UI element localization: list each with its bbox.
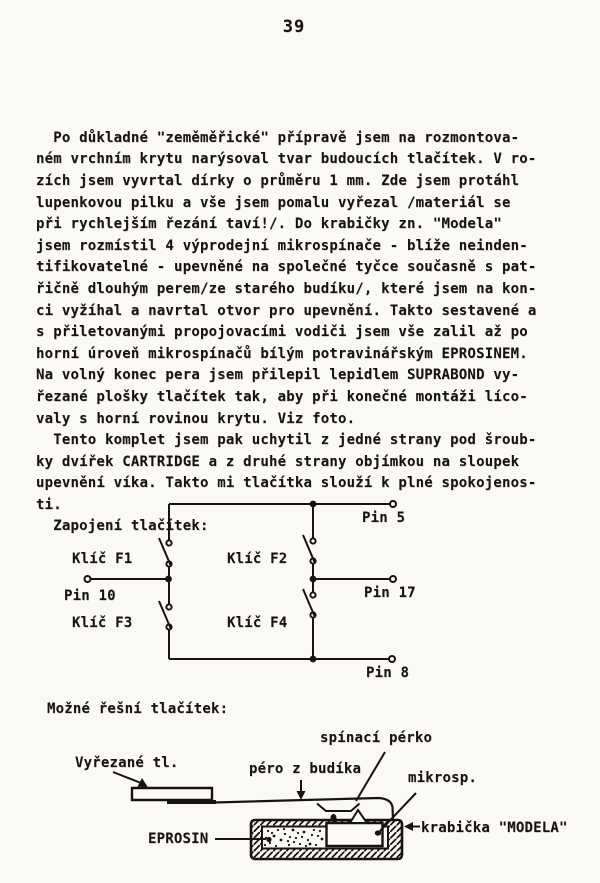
text-line: Tento komplet jsem pak uchytil z jedné strany pod šroub- — [36, 432, 537, 449]
circuit-label-klic-f2: Klíč F2 — [227, 551, 288, 567]
label-mikrosp: mikrosp. — [408, 770, 478, 786]
circuit-label-pin8: Pin 8 — [366, 665, 410, 681]
circuit-label-klic-f3: Klíč F3 — [72, 615, 133, 631]
label-eprosin: EPROSIN — [148, 831, 209, 847]
circuit-label-pin5: Pin 5 — [362, 510, 406, 526]
circuit-label-pin10: Pin 10 — [64, 588, 116, 604]
text-line: ci vyžíhal a navrtal otvor pro upevnění. Takto sestavené a — [36, 302, 537, 319]
text-line: ky dvířek CARTRIDGE a z druhé strany objímkou na sloupek — [36, 453, 520, 470]
text-line: ti. — [36, 496, 62, 513]
text-line: tifikovatelné - upevněné na společné tyčce současně s pat- — [36, 259, 537, 276]
page-number: 39 — [282, 17, 306, 37]
text-line: s přiletovanými propojovacími vodiči jsem vše zalil až po — [36, 324, 528, 341]
spring-triangle — [350, 810, 367, 823]
eprosin-pointer-dot — [266, 837, 271, 842]
text-line: řezané plošky tlačítek tak, aby při konečné montáži líco- — [36, 388, 528, 405]
text-line: zích jsem vyvrtal dírky o průměru 1 mm. Zde jsem protáhl — [36, 172, 520, 189]
label-vyrezane-tl: Vyřezané tl. — [75, 755, 179, 771]
text-line: jsem rozmístil 4 výprodejní mikrospínače - blíže neinden- — [36, 237, 528, 254]
solution-heading: Možné řešní tlačítek: — [47, 701, 229, 717]
button-plate — [132, 788, 212, 800]
label-spinaci-perko: spínací pérko — [320, 730, 433, 746]
pero-arrowhead — [297, 791, 306, 800]
switch-blade-f1 — [159, 538, 171, 565]
contact-cradle — [317, 804, 360, 812]
text-line: valy s horní rovinou krytu. Viz foto. — [36, 410, 356, 427]
button-underside — [167, 800, 216, 804]
vyrezane-arrow-line — [113, 772, 141, 783]
krabicka-arrowhead — [404, 822, 413, 831]
text-line: upevnění víka. Takto mi tlačítka slouží k plné spokojenos- — [36, 475, 537, 492]
text-line: Po důkladné "zeměměřické" přípravě jsem na rozmontova- — [36, 129, 520, 146]
label-pero-z-budika: péro z budíka — [249, 761, 362, 777]
lever-spring — [214, 798, 393, 820]
eprosin-stipple — [264, 828, 324, 847]
text-line: Na volný konec pera jsem přilepil lepidlem SUPRABOND vy- — [36, 367, 520, 384]
label-krabicka-modela: krabička "MODELA" — [421, 820, 568, 836]
microswitch-body — [327, 823, 383, 846]
circuit-label-klic-f1: Klíč F1 — [72, 551, 133, 567]
junction-dots — [165, 501, 316, 663]
circuit-label-pin17: Pin 17 — [364, 585, 416, 601]
circuit-diagram — [85, 501, 397, 663]
text-line: horní úroveň mikrospínačů bílým potravinářským EPROSINEM. — [36, 345, 528, 362]
text-line: při rychlejším řezání taví!/. Do krabičky zn. "Modela" — [36, 216, 502, 233]
text-line: Zapojení tlačítek: — [36, 518, 209, 535]
text-line: ném vrchním krytu narýsoval tvar budoucích tlačítek. V ro- — [36, 151, 537, 168]
text-line: lupenkovou pilku a vše jsem pomalu vyřezal /materiál se — [36, 194, 511, 211]
circuit-label-klic-f4: Klíč F4 — [227, 615, 288, 631]
contact-blob — [331, 814, 337, 822]
text-line: řičně dlouhým perem/ze starého budíku/, které jsem na kon- — [36, 280, 537, 297]
